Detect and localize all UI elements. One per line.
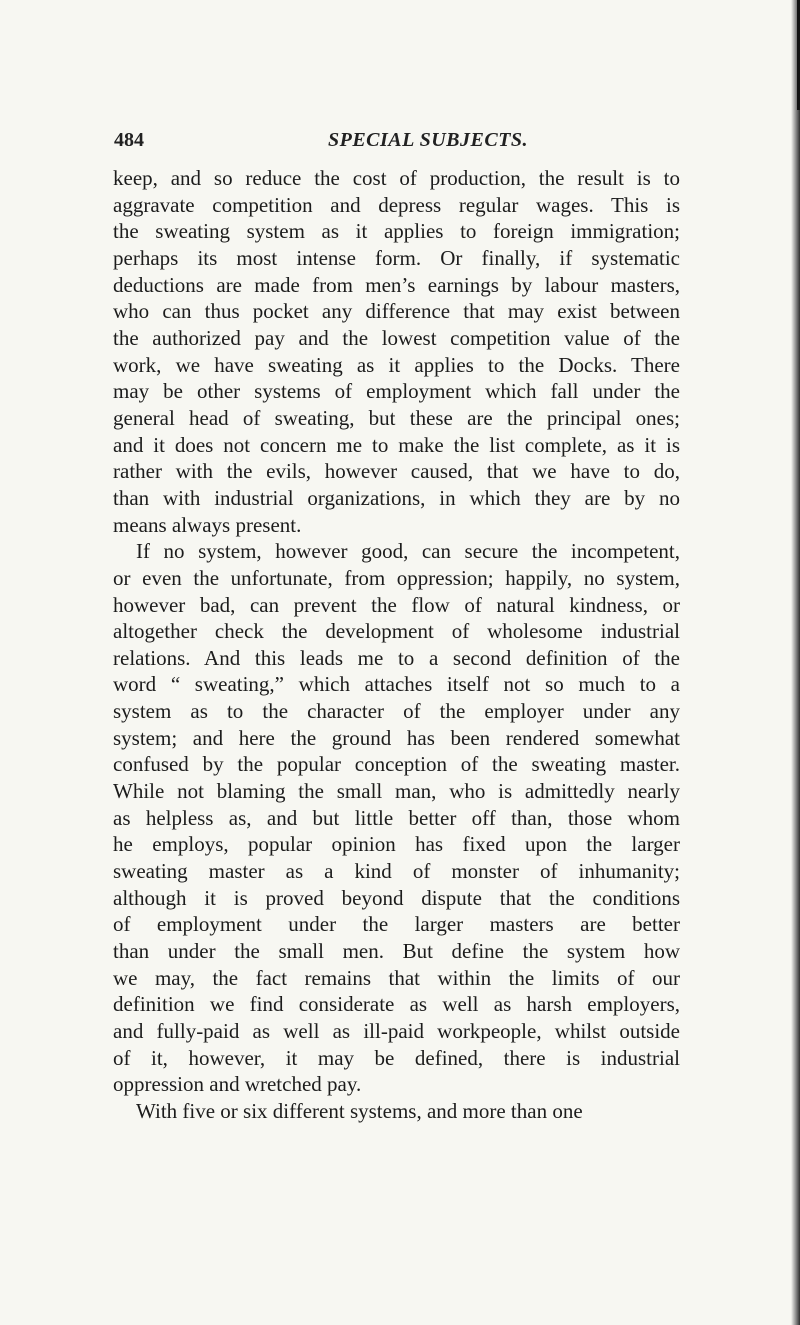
text-line: although it is proved beyond dispute that the conditions (113, 885, 680, 910)
text-line: sweating master as a kind of monster of inhumanity; (113, 859, 680, 884)
running-head (114, 129, 678, 155)
text-line: With five or six different systems, and more than one (136, 1098, 583, 1123)
text-line: who can thus pocket any difference that may exist between (113, 299, 680, 324)
text-line: than under the small men. But define the system how (113, 939, 680, 964)
text-line: and it does not concern me to make the list complete, as it is (113, 432, 680, 457)
text-line: system; and here the ground has been rendered somewhat (113, 725, 680, 750)
text-line: altogether check the development of wholesome industrial (113, 619, 680, 644)
text-line: word “ sweating,” which attaches itself not so much to a (113, 672, 680, 697)
body-text (113, 165, 680, 1125)
text-line: we may, the fact remains that within the limits of our (113, 965, 680, 990)
text-line: oppression and wretched pay. (113, 1072, 362, 1097)
page-edge-shadow (791, 0, 800, 1325)
text-line: of employment under the larger masters are better (113, 912, 680, 937)
text-line: or even the unfortunate, from oppression; happily, no system, (113, 565, 680, 590)
text-line: general head of sweating, but these are the principal ones; (113, 405, 680, 430)
text-line: work, we have sweating as it applies to the Docks. There (113, 352, 680, 377)
text-line: deductions are made from men’s earnings by labour masters, (113, 272, 680, 297)
running-head-title: SPECIAL SUBJECTS. (328, 129, 529, 151)
text-line: keep, and so reduce the cost of production, the result is to (113, 166, 680, 190)
text-line: than with industrial organizations, in which they are by no (113, 485, 680, 510)
text-line: aggravate competition and depress regular wages. This is (113, 192, 680, 217)
text-line: means always present. (113, 512, 302, 537)
text-line: confused by the popular conception of the sweating master. (113, 752, 680, 777)
page-number: 484 (114, 129, 144, 151)
text-line: If no system, however good, can secure the incompetent, (136, 539, 680, 564)
text-line: relations. And this leads me to a second definition of the (113, 645, 680, 670)
text-line: rather with the evils, however caused, that we have to do, (113, 459, 680, 484)
text-line: perhaps its most intense form. Or finally, if systematic (113, 245, 680, 270)
text-line: and fully-paid as well as ill-paid workpeople, whilst outside (113, 1019, 680, 1043)
text-line: definition we find considerate as well as harsh employers, (113, 992, 680, 1017)
text-line: of it, however, it may be defined, there is industrial (113, 1045, 680, 1070)
text-line: may be other systems of employment which fall under the (113, 379, 680, 404)
text-line: the sweating system as it applies to foreign immigration; (113, 219, 680, 244)
text-line: as helpless as, and but little better off than, those whom (113, 805, 680, 830)
text-line: While not blaming the small man, who is admittedly nearly (113, 779, 680, 804)
text-line: however bad, can prevent the flow of natural kindness, or (113, 592, 680, 617)
text-line: he employs, popular opinion has fixed upon the larger (113, 832, 680, 857)
text-line: the authorized pay and the lowest competition value of the (113, 325, 680, 350)
text-line: system as to the character of the employer under any (113, 699, 680, 724)
